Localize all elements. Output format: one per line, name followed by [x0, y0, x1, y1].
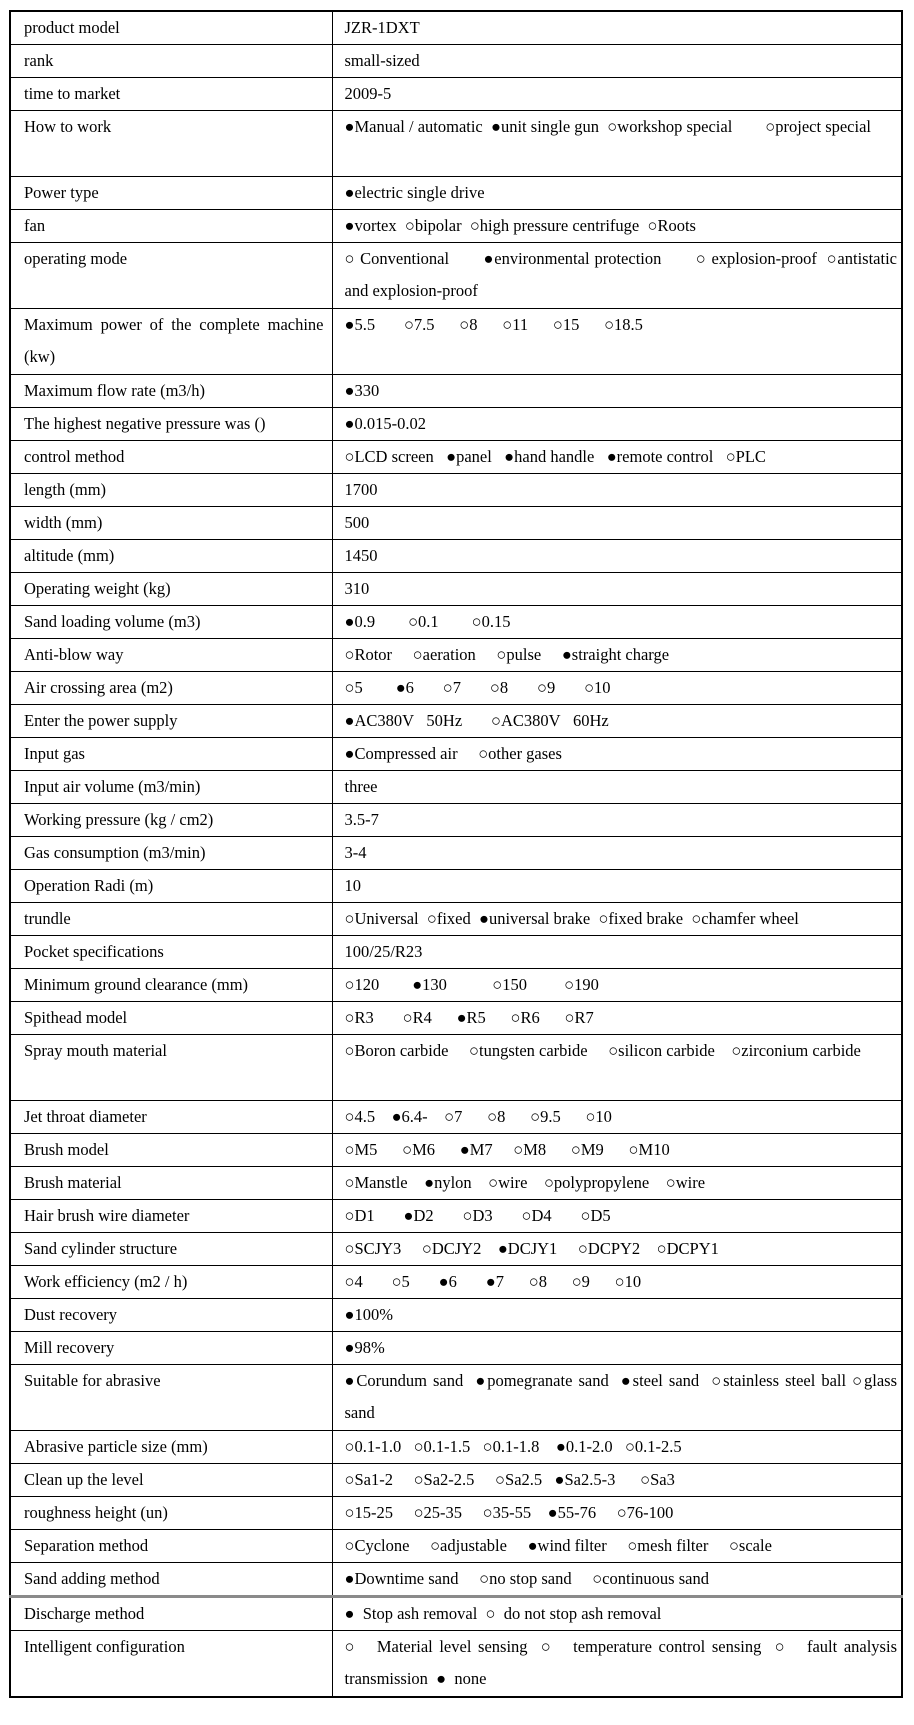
spec-value-cell: ○Cyclone ○adjustable ●wind filter ○mesh filter ○scale [332, 1530, 902, 1563]
spec-label-cell: altitude (mm) [10, 540, 332, 573]
table-row [10, 1597, 902, 1631]
spec-label-cell: Mill recovery [10, 1332, 332, 1365]
spec-value-cell: ○ Material level sensing ○ temperature control sensing ○ fault analysis transmission ● none [332, 1631, 902, 1698]
spec-label-cell: Sand adding method [10, 1563, 332, 1597]
spec-label-cell: Anti-blow way [10, 639, 332, 672]
spec-label-cell: Sand loading volume (m3) [10, 606, 332, 639]
spec-label-cell: Discharge method [10, 1597, 332, 1631]
spec-value-cell: ●Manual / automatic ●unit single gun ○workshop special ○project special [332, 111, 902, 177]
spec-table-body [10, 11, 902, 1697]
spec-value-cell: ●0.015-0.02 [332, 408, 902, 441]
spec-value-cell: ●Compressed air ○other gases [332, 738, 902, 771]
spec-label-cell: Jet throat diameter [10, 1101, 332, 1134]
spec-label-cell: Operating weight (kg) [10, 573, 332, 606]
spec-label-cell: Input gas [10, 738, 332, 771]
spec-value-cell: 10 [332, 870, 902, 903]
table-row [10, 540, 902, 573]
spec-value-cell: three [332, 771, 902, 804]
spec-value-cell: ●100% [332, 1299, 902, 1332]
spec-label-cell: operating mode [10, 243, 332, 309]
table-row [10, 606, 902, 639]
table-row [10, 1631, 902, 1698]
spec-label-cell: Brush material [10, 1167, 332, 1200]
spec-label-cell: Clean up the level [10, 1464, 332, 1497]
spec-label-cell: Maximum power of the complete machine (kw) [10, 309, 332, 375]
spec-label-cell: Brush model [10, 1134, 332, 1167]
spec-label-cell: Spithead model [10, 1002, 332, 1035]
table-row [10, 1299, 902, 1332]
table-row [10, 1134, 902, 1167]
spec-value-cell: 2009-5 [332, 78, 902, 111]
table-row [10, 1431, 902, 1464]
spec-value-cell: ●98% [332, 1332, 902, 1365]
table-row [10, 705, 902, 738]
table-row [10, 11, 902, 45]
spec-label-cell: Work efficiency (m2 / h) [10, 1266, 332, 1299]
spec-value-cell: ●AC380V 50Hz ○AC380V 60Hz [332, 705, 902, 738]
spec-value-cell: ○Rotor ○aeration ○pulse ●straight charge [332, 639, 902, 672]
table-row [10, 309, 902, 375]
table-row [10, 243, 902, 309]
table-row [10, 408, 902, 441]
spec-value-cell: 100/25/R23 [332, 936, 902, 969]
spec-value-cell: 1700 [332, 474, 902, 507]
spec-value-cell: ○Universal ○fixed ●universal brake ○fixed brake ○chamfer wheel [332, 903, 902, 936]
table-row [10, 45, 902, 78]
table-row [10, 573, 902, 606]
table-row [10, 210, 902, 243]
table-row [10, 474, 902, 507]
table-row [10, 870, 902, 903]
spec-label-cell: Suitable for abrasive [10, 1365, 332, 1431]
spec-value-cell: ○15-25 ○25-35 ○35-55 ●55-76 ○76-100 [332, 1497, 902, 1530]
spec-label-cell: Hair brush wire diameter [10, 1200, 332, 1233]
table-row [10, 639, 902, 672]
spec-value-cell: ○R3 ○R4 ●R5 ○R6 ○R7 [332, 1002, 902, 1035]
table-row [10, 78, 902, 111]
table-row [10, 903, 902, 936]
spec-label-cell: Power type [10, 177, 332, 210]
table-row [10, 738, 902, 771]
table-row [10, 1365, 902, 1431]
spec-value-cell: 3.5-7 [332, 804, 902, 837]
spec-value-cell: 1450 [332, 540, 902, 573]
spec-value-cell: ○Sa1-2 ○Sa2-2.5 ○Sa2.5 ●Sa2.5-3 ○Sa3 [332, 1464, 902, 1497]
table-row [10, 1332, 902, 1365]
spec-label-cell: Minimum ground clearance (mm) [10, 969, 332, 1002]
spec-label-cell: Input air volume (m3/min) [10, 771, 332, 804]
table-row [10, 177, 902, 210]
spec-value-cell: ○D1 ●D2 ○D3 ○D4 ○D5 [332, 1200, 902, 1233]
spec-label-cell: Sand cylinder structure [10, 1233, 332, 1266]
spec-label-cell: Gas consumption (m3/min) [10, 837, 332, 870]
table-row [10, 1002, 902, 1035]
table-row [10, 1530, 902, 1563]
table-row [10, 441, 902, 474]
spec-value-cell: ●330 [332, 375, 902, 408]
table-row [10, 1101, 902, 1134]
spec-value-cell: ● Stop ash removal ○ do not stop ash removal [332, 1597, 902, 1631]
spec-value-cell: 310 [332, 573, 902, 606]
spec-label-cell: How to work [10, 111, 332, 177]
spec-label-cell: Operation Radi (m) [10, 870, 332, 903]
table-row [10, 837, 902, 870]
spec-label-cell: Separation method [10, 1530, 332, 1563]
spec-label-cell: width (mm) [10, 507, 332, 540]
table-row [10, 375, 902, 408]
spec-value-cell: JZR-1DXT [332, 11, 902, 45]
spec-value-cell: ○5 ●6 ○7 ○8 ○9 ○10 [332, 672, 902, 705]
spec-label-cell: product model [10, 11, 332, 45]
spec-value-cell: small-sized [332, 45, 902, 78]
spec-label-cell: length (mm) [10, 474, 332, 507]
table-row [10, 111, 902, 177]
table-row [10, 771, 902, 804]
spec-label-cell: Enter the power supply [10, 705, 332, 738]
table-row [10, 1464, 902, 1497]
spec-label-cell: Maximum flow rate (m3/h) [10, 375, 332, 408]
spec-label-cell: time to market [10, 78, 332, 111]
spec-value-cell: ○0.1-1.0 ○0.1-1.5 ○0.1-1.8 ●0.1-2.0 ○0.1-2.5 [332, 1431, 902, 1464]
spec-value-cell: ○Manstle ●nylon ○wire ○polypropylene ○wire [332, 1167, 902, 1200]
spec-value-cell: ○SCJY3 ○DCJY2 ●DCJY1 ○DCPY2 ○DCPY1 [332, 1233, 902, 1266]
table-row [10, 969, 902, 1002]
spec-label-cell: Spray mouth material [10, 1035, 332, 1101]
spec-label-cell: Air crossing area (m2) [10, 672, 332, 705]
spec-label-cell: fan [10, 210, 332, 243]
spec-value-cell: ○LCD screen ●panel ●hand handle ●remote control ○PLC [332, 441, 902, 474]
spec-value-cell: 3-4 [332, 837, 902, 870]
table-row [10, 804, 902, 837]
spec-label-cell: Working pressure (kg / cm2) [10, 804, 332, 837]
spec-value-cell: ○Boron carbide ○tungsten carbide ○silicon carbide ○zirconium carbide [332, 1035, 902, 1101]
spec-label-cell: Abrasive particle size (mm) [10, 1431, 332, 1464]
spec-label-cell: control method [10, 441, 332, 474]
spec-value-cell: 500 [332, 507, 902, 540]
table-row [10, 1233, 902, 1266]
spec-value-cell: ●electric single drive [332, 177, 902, 210]
table-row [10, 1167, 902, 1200]
spec-value-cell: ●Downtime sand ○no stop sand ○continuous sand [332, 1563, 902, 1597]
table-row [10, 1497, 902, 1530]
spec-label-cell: rank [10, 45, 332, 78]
table-row [10, 1035, 902, 1101]
table-row [10, 936, 902, 969]
spec-label-cell: Dust recovery [10, 1299, 332, 1332]
spec-label-cell: roughness height (un) [10, 1497, 332, 1530]
spec-table [9, 10, 903, 1698]
spec-label-cell: Intelligent configuration [10, 1631, 332, 1698]
spec-value-cell: ●Corundum sand ●pomegranate sand ●steel sand ○stainless steel ball ○glass sand [332, 1365, 902, 1431]
spec-value-cell: ○120 ●130 ○150 ○190 [332, 969, 902, 1002]
spec-value-cell: ●vortex ○bipolar ○high pressure centrifuge ○Roots [332, 210, 902, 243]
spec-value-cell: ○4 ○5 ●6 ●7 ○8 ○9 ○10 [332, 1266, 902, 1299]
spec-value-cell: ○4.5 ●6.4- ○7 ○8 ○9.5 ○10 [332, 1101, 902, 1134]
spec-label-cell: trundle [10, 903, 332, 936]
spec-value-cell: ○ Conventional ●environmental protection ○ explosion-proof ○antistatic and explosion-proof [332, 243, 902, 309]
table-row [10, 1563, 902, 1597]
spec-value-cell: ●5.5 ○7.5 ○8 ○11 ○15 ○18.5 [332, 309, 902, 375]
table-row [10, 1200, 902, 1233]
spec-label-cell: The highest negative pressure was () [10, 408, 332, 441]
table-row [10, 1266, 902, 1299]
spec-label-cell: Pocket specifications [10, 936, 332, 969]
table-row [10, 507, 902, 540]
spec-value-cell: ●0.9 ○0.1 ○0.15 [332, 606, 902, 639]
spec-value-cell: ○M5 ○M6 ●M7 ○M8 ○M9 ○M10 [332, 1134, 902, 1167]
table-row [10, 672, 902, 705]
